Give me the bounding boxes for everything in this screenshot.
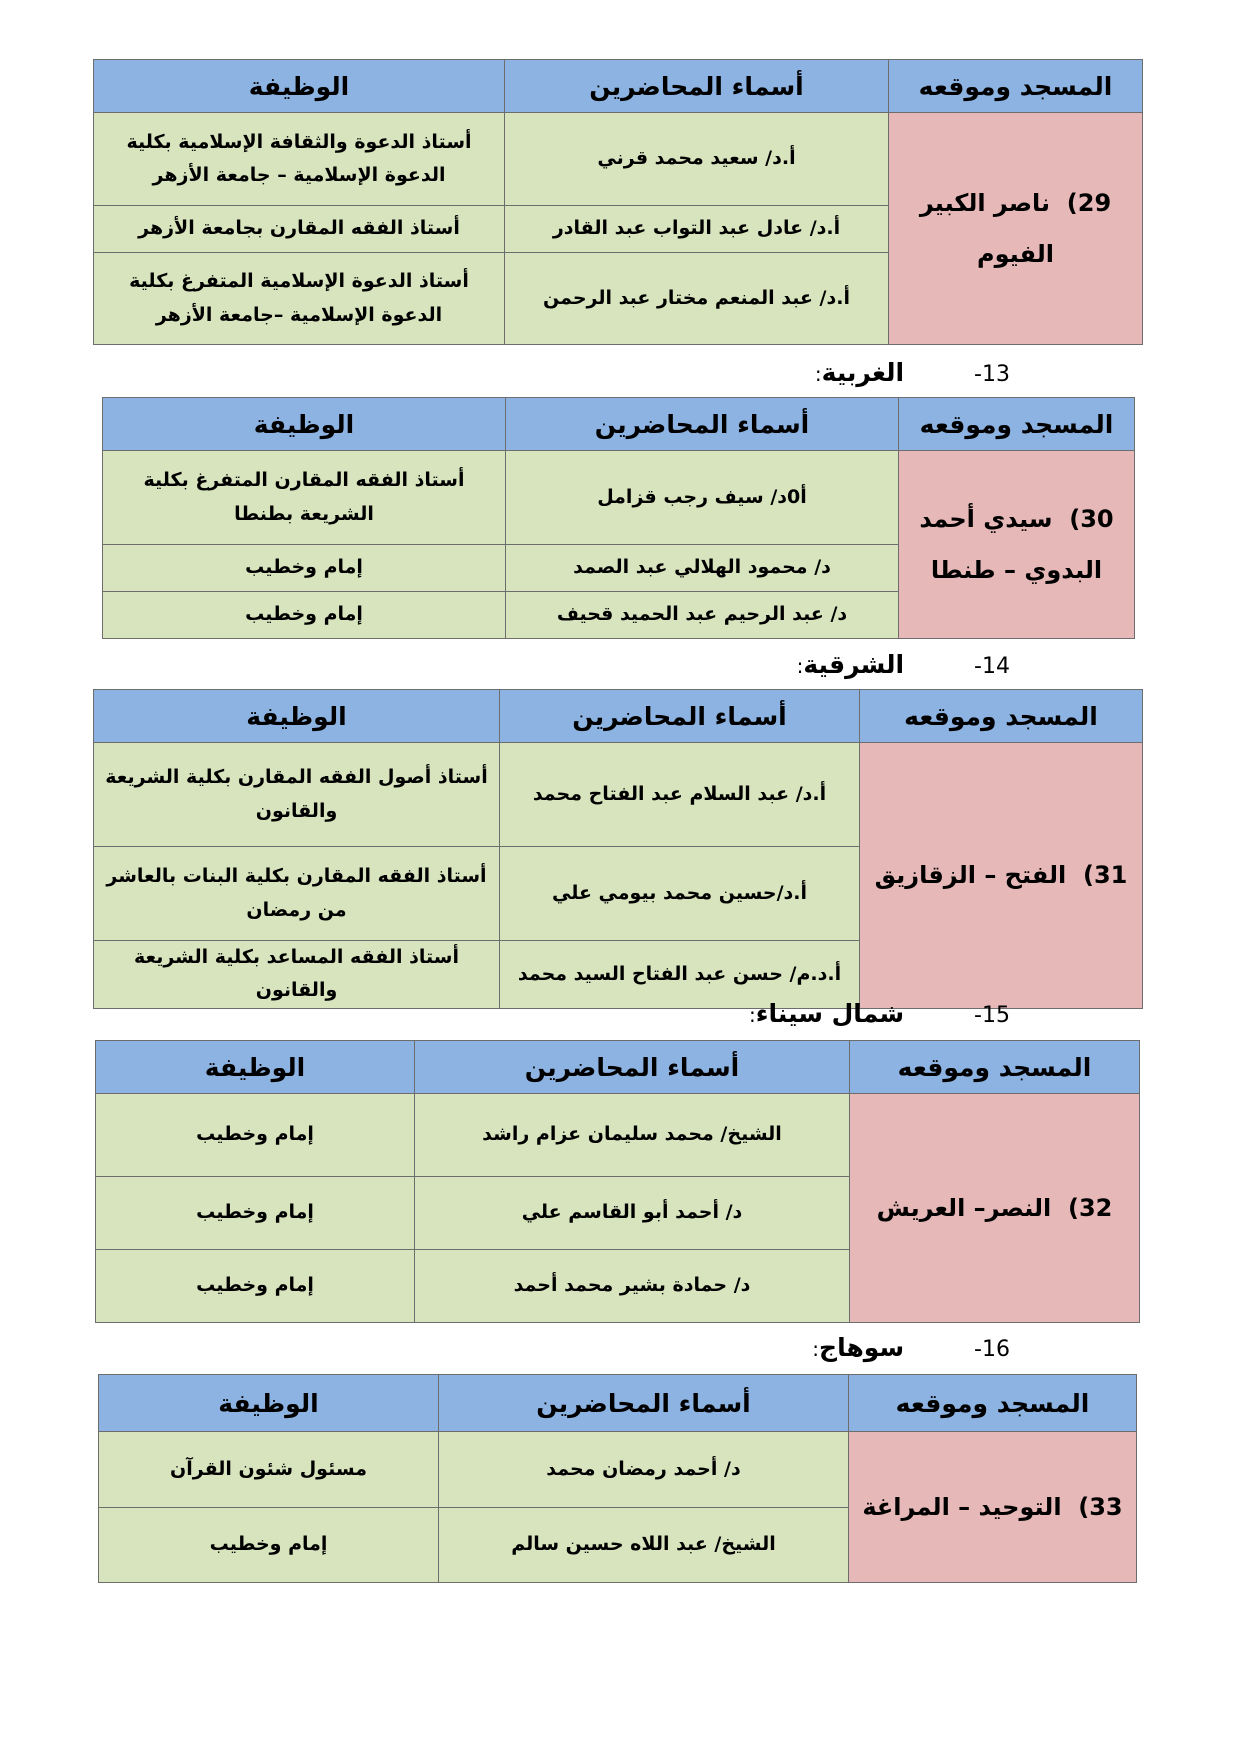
header-job: الوظيفة <box>103 398 506 451</box>
section-number: 15- <box>974 1003 1010 1028</box>
lecturer-name: د/ محمود الهلالي عبد الصمد <box>506 545 899 592</box>
header-names: أسماء المحاضرين <box>439 1375 849 1432</box>
section-number: 14- <box>974 654 1010 679</box>
mosque-cell <box>899 451 1135 639</box>
lecturer-job: إمام وخطيب <box>103 545 506 592</box>
mosque-name: ناصر الكبير <box>919 189 1051 218</box>
mosque-cell <box>889 113 1143 345</box>
lecturer-name: أ.د/ عبد المنعم مختار عبد الرحمن <box>505 253 889 345</box>
lecturer-name: أ0د/ سيف رجب قزامل <box>506 451 899 545</box>
heading-colon: : <box>814 362 822 386</box>
lecturer-name: أ.د.م/ حسن عبد الفتاح السيد محمد <box>500 941 860 1009</box>
mosque-name: النصر– العريش <box>876 1193 1052 1222</box>
mosque-cell <box>850 1094 1140 1323</box>
mosque-location: البدوي – طنطا <box>930 555 1103 584</box>
section-heading-sharqia <box>797 650 1010 679</box>
lecturer-job: أستاذ الفقه المقارن بجامعة الأزهر <box>94 206 505 253</box>
section-heading-sohag <box>812 1333 1010 1362</box>
lecturer-job: أستاذ الدعوة الإسلامية المتفرغ بكلية الدعوة الإسلامية –جامعة الأزهر <box>94 253 505 345</box>
lecturer-job: أستاذ الفقه المقارن المتفرغ بكلية الشريعة بطنطا <box>103 451 506 545</box>
lecturer-name: د/ أحمد رمضان محمد <box>439 1432 849 1508</box>
header-job: الوظيفة <box>94 690 500 743</box>
mosque-name: التوحيد – المراغة <box>862 1492 1062 1521</box>
lecturer-name: الشيخ/ عبد اللاه حسين سالم <box>439 1508 849 1583</box>
heading-colon: : <box>796 654 804 678</box>
mosque-name: الفتح – الزقازيق <box>874 861 1067 890</box>
header-mosque: المسجد وموقعه <box>849 1375 1137 1432</box>
heading-colon: : <box>812 1337 820 1361</box>
section-number: 13- <box>974 362 1010 387</box>
header-names: أسماء المحاضرين <box>505 60 889 113</box>
lecturer-name: د/ عبد الرحيم عبد الحميد قحيف <box>506 592 899 639</box>
section-heading-north-sinai <box>749 999 1010 1028</box>
header-job: الوظيفة <box>96 1041 415 1094</box>
header-mosque: المسجد وموقعه <box>850 1041 1140 1094</box>
lecturer-job: إمام وخطيب <box>96 1177 415 1250</box>
mosque-name: سيدي أحمد <box>919 505 1053 534</box>
table-gharbia <box>102 397 1135 639</box>
header-mosque: المسجد وموقعه <box>860 690 1143 743</box>
lecturer-name: أ.د/ سعيد محمد قرني <box>505 113 889 206</box>
header-mosque: المسجد وموقعه <box>889 60 1143 113</box>
table-north-sinai <box>95 1040 1140 1323</box>
mosque-number: 29) <box>1066 189 1112 218</box>
mosque-number: 30) <box>1069 505 1114 534</box>
lecturer-name: الشيخ/ محمد سليمان عزام راشد <box>415 1094 850 1177</box>
mosque-cell <box>860 743 1143 1009</box>
header-names: أسماء المحاضرين <box>500 690 860 743</box>
lecturer-name: أ.د/ عادل عبد التواب عبد القادر <box>505 206 889 253</box>
header-names: أسماء المحاضرين <box>415 1041 850 1094</box>
mosque-location: الفيوم <box>977 239 1054 268</box>
header-names: أسماء المحاضرين <box>506 398 899 451</box>
lecturer-job: أستاذ أصول الفقه المقارن بكلية الشريعة والقانون <box>94 743 500 847</box>
section-heading-gharbia <box>815 358 1010 387</box>
lecturer-job: أستاذ الفقه المساعد بكلية الشريعة والقانون <box>94 941 500 1009</box>
governorate-name: الشرقية <box>803 650 905 679</box>
lecturer-job: أستاذ الفقه المقارن بكلية البنات بالعاشر من رمضان <box>94 847 500 941</box>
lecturer-job: إمام وخطيب <box>103 592 506 639</box>
header-mosque: المسجد وموقعه <box>899 398 1135 451</box>
lecturer-name: د/ أحمد أبو القاسم علي <box>415 1177 850 1250</box>
table-fayoum <box>93 59 1143 345</box>
governorate-name: سوهاج <box>819 1333 905 1362</box>
mosque-number: 32) <box>1067 1193 1113 1222</box>
lecturer-job: إمام وخطيب <box>96 1250 415 1323</box>
table-sharqia <box>93 689 1143 1009</box>
lecturer-job: مسئول شئون القرآن <box>99 1432 439 1508</box>
heading-colon: : <box>749 1003 756 1027</box>
mosque-number: 33) <box>1078 1492 1123 1521</box>
governorate-name: شمال سيناء <box>755 999 905 1028</box>
lecturer-job: أستاذ الدعوة والثقافة الإسلامية بكلية الدعوة الإسلامية – جامعة الأزهر <box>94 113 505 206</box>
section-number: 16- <box>974 1337 1010 1362</box>
mosque-cell <box>849 1432 1137 1583</box>
lecturer-name: أ.د/ عبد السلام عبد الفتاح محمد <box>500 743 860 847</box>
lecturer-job: إمام وخطيب <box>96 1094 415 1177</box>
mosque-number: 31) <box>1083 861 1128 890</box>
governorate-name: الغربية <box>821 358 905 387</box>
header-job: الوظيفة <box>99 1375 439 1432</box>
header-job: الوظيفة <box>94 60 505 113</box>
table-sohag <box>98 1374 1137 1583</box>
lecturer-name: د/ حمادة بشير محمد أحمد <box>415 1250 850 1323</box>
lecturer-job: إمام وخطيب <box>99 1508 439 1583</box>
lecturer-name: أ.د/حسين محمد بيومي علي <box>500 847 860 941</box>
